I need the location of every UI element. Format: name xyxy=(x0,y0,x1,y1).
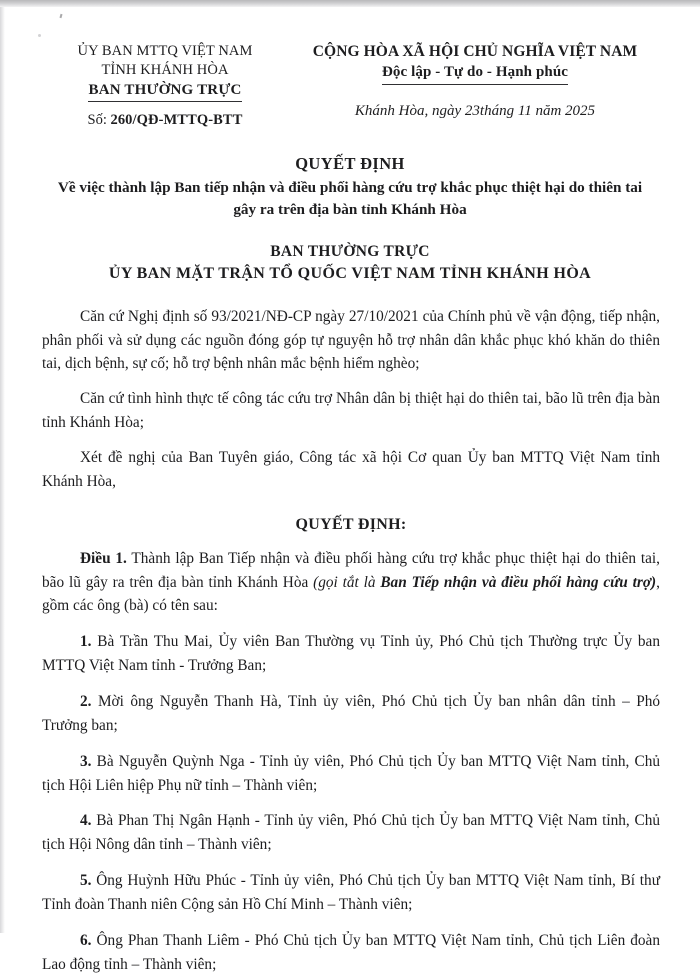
country-name: CỘNG HÒA XÃ HỘI CHỦ NGHĨA VIỆT NAM xyxy=(312,43,638,60)
preamble-paragraph-2: Căn cứ tình hình thực tế công tác cứu trợ Nhân dân bị thiệt hại do thiên tai, bão lũ trên địa bàn tỉnh Khánh Hòa; xyxy=(42,390,660,432)
member-item-4 xyxy=(42,809,660,857)
document-number-value: 260/QĐ-MTTQ-BTT xyxy=(110,112,243,129)
preamble-paragraph-3: Xét đề nghị của Ban Tuyên giáo, Công tác xã hội Cơ quan Ủy ban MTTQ Việt Nam tỉnh Khánh Hòa, xyxy=(42,448,660,490)
issuer-standing-committee: BAN THƯỜNG TRỰC xyxy=(88,81,241,103)
place-and-date: Khánh Hòa, ngày 23tháng 11 năm 2025 xyxy=(354,102,596,119)
article-1-label: Điều 1. xyxy=(80,549,127,567)
document-body xyxy=(0,305,700,977)
member-text-1: Bà Trần Thu Mai, Ủy viên Ban Thường vụ Tỉnh ủy, Phó Chủ tịch Thường trực Ủy ban MTTQ Việt Nam tỉnh - Trưởng Ban; xyxy=(42,633,660,675)
authority-line-1: BAN THƯỜNG TRỰC xyxy=(270,243,430,261)
member-text-5: Ông Huỳnh Hữu Phúc - Tỉnh ủy viên, Phó Chủ tịch Ủy ban MTTQ Việt Nam tỉnh, Bí thư Tỉnh đoàn Thanh niên Cộng sản Hồ Chí Minh – Thành viên; xyxy=(42,872,660,913)
member-number-4: 4. xyxy=(80,812,92,830)
document-number-label: Số: xyxy=(87,112,107,129)
member-item-2 xyxy=(42,690,660,738)
article-1-alias-name: Ban Tiếp nhận và điều phối hàng cứu trợ) xyxy=(380,573,657,591)
resolve-heading: QUYẾT ĐỊNH: xyxy=(295,515,407,533)
member-item-3 xyxy=(42,750,660,798)
national-heading-block xyxy=(290,42,660,121)
issuer-province-line: TỈNH KHÁNH HÒA xyxy=(101,61,229,78)
member-list xyxy=(42,630,660,976)
member-text-4: Bà Phan Thị Ngân Hạnh - Tỉnh ủy viên, Phó Chủ tịch Ủy ban MTTQ Việt Nam tỉnh, Chủ tịch Hội Nông dân tỉnh – Thành viên; xyxy=(42,812,660,854)
document-subject-title: Về việc thành lập Ban tiếp nhận và điều phối hàng cứu trợ khắc phục thiệt hại do thiên tai gây ra trên địa bàn tỉnh Khánh Hòa xyxy=(57,179,643,218)
article-1-text-after-alias: , gồm các ông (bà) có tên sau: xyxy=(42,573,660,615)
member-item-6 xyxy=(42,929,660,977)
member-item-5 xyxy=(42,869,660,917)
authority-line-2: ỦY BAN MẶT TRẬN TỔ QUỐC VIỆT NAM TỈNH KHÁNH HÒA xyxy=(108,264,592,282)
member-number-2: 2. xyxy=(80,692,92,710)
member-number-5: 5. xyxy=(80,872,92,890)
member-text-6: Ông Phan Thanh Liêm - Phó Chủ tịch Ủy ban MTTQ Việt Nam tỉnh, Chủ tịch Liên đoàn Lao động tỉnh – Thành viên; xyxy=(42,931,660,973)
member-item-1 xyxy=(42,630,660,678)
member-number-6: 6. xyxy=(80,931,92,949)
issuing-authority-block xyxy=(40,42,290,130)
preamble-paragraph-1: Căn cứ Nghị định số 93/2021/NĐ-CP ngày 27/10/2021 của Chính phủ về vận động, tiếp nhận, phân phối và sử dụng các nguồn đóng góp tự nguyện hỗ trợ nhân dân khắc phục khó khăn do thiên tai, dịch bệnh, sự cố; hỗ trợ bệnh nhân mắc bệnh hiểm nghèo; xyxy=(42,307,660,373)
document-header xyxy=(0,0,700,130)
article-1-alias-open: (gọi tắt là xyxy=(313,573,381,591)
document-kind-title: QUYẾT ĐỊNH xyxy=(295,154,405,174)
national-motto: Độc lập - Tự do - Hạnh phúc xyxy=(382,63,568,85)
member-text-2: Mời ông Nguyễn Thanh Hà, Tỉnh ủy viên, Phó Chủ tịch Ủy ban nhân dân tỉnh – Phó Trưởng ban; xyxy=(42,692,660,734)
deciding-authority-block xyxy=(0,241,700,284)
member-number-1: 1. xyxy=(80,633,92,651)
issuer-name-line-1: ỦY BAN MTTQ VIỆT NAM xyxy=(77,43,253,59)
member-text-3: Bà Nguyễn Quỳnh Nga - Tỉnh ủy viên, Phó Chủ tịch Ủy ban MTTQ Việt Nam tỉnh, Chủ tịch Hội Liên hiệp Phụ nữ tỉnh – Thành viên; xyxy=(42,752,660,794)
member-number-3: 3. xyxy=(80,752,92,770)
document-number xyxy=(40,111,290,130)
article-1 xyxy=(42,547,660,619)
document-title-block xyxy=(0,154,700,220)
article-1-text-before-alias: Thành lập Ban Tiếp nhận và điều phối hàng cứu trợ khắc phục thiệt hại do thiên tai, bão lũ gây ra trên địa bàn tỉnh Khánh Hòa xyxy=(42,549,660,591)
